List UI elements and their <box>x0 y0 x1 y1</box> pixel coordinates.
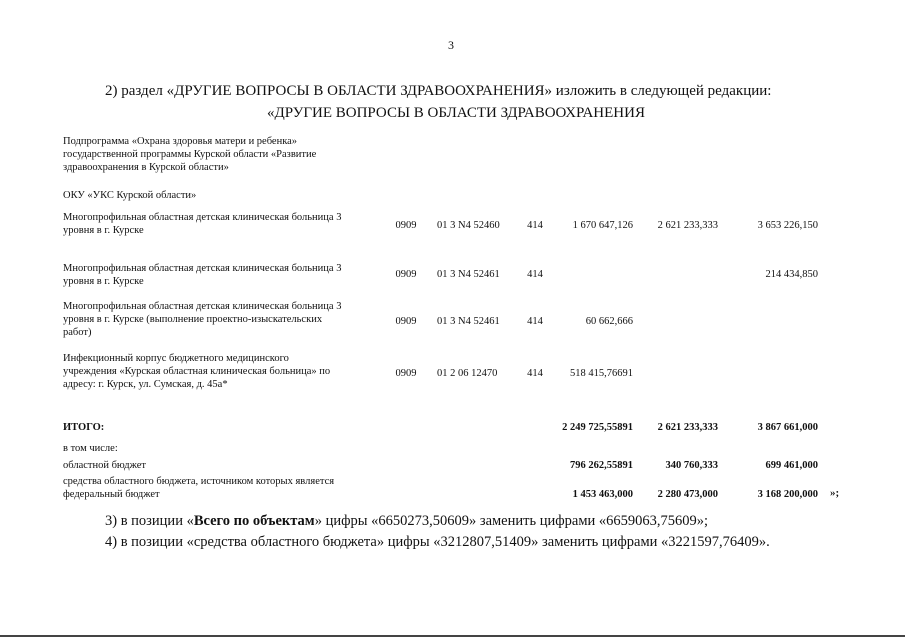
row-name-line: Инфекционный корпус бюджетного медицинского <box>63 353 289 364</box>
row-year3: 3 653 226,150 <box>757 220 818 231</box>
regional-year2: 340 760,333 <box>665 460 718 471</box>
row-vr: 414 <box>527 316 543 327</box>
row-name-line: учреждения «Курская областная клиническая больница» по <box>63 366 331 377</box>
regional-year3: 699 461,000 <box>765 460 818 471</box>
federal-year1: 1 453 463,000 <box>572 489 633 500</box>
para3-text-end: » цифры «6650273,50609» заменить цифрами «6659063,75609»; <box>314 513 709 529</box>
row-name-line: работ) <box>63 327 92 338</box>
row-csr: 01 3 N4 52461 <box>437 316 500 327</box>
row-csr: 01 2 06 12470 <box>437 368 498 379</box>
subprogram-line: государственной программы Курской области «Развитие <box>63 149 317 160</box>
row-name-line: адресу: г. Курск, ул. Сумская, д. 45а* <box>63 379 228 390</box>
total-year1: 2 249 725,55891 <box>562 422 633 433</box>
row-year2: 2 621 233,333 <box>657 220 718 231</box>
subprogram-line: Подпрограмма «Охрана здоровья матери и ребенка» <box>63 136 298 147</box>
row-vr: 414 <box>527 368 543 379</box>
row-name-line: уровня в г. Курске <box>63 225 144 236</box>
row-year1: 1 670 647,126 <box>572 220 633 231</box>
section-heading: «ДРУГИЕ ВОПРОСЫ В ОБЛАСТИ ЗДРАВООХРАНЕНИЯ <box>267 105 645 121</box>
row-vr: 414 <box>527 220 543 231</box>
regional-year1: 796 262,55891 <box>570 460 633 471</box>
organization-name: ОКУ «УКС Курской области» <box>63 190 197 201</box>
subprogram-line: здравоохранения в Курской области» <box>63 162 229 173</box>
federal-year3: 3 168 200,000 <box>757 489 818 500</box>
row-year1: 60 662,666 <box>585 316 633 327</box>
closing-quote: »; <box>830 487 840 499</box>
total-year3: 3 867 661,000 <box>757 422 818 433</box>
federal-year2: 2 280 473,000 <box>657 489 718 500</box>
federal-label-line: федеральный бюджет <box>63 489 160 500</box>
row-csr: 01 3 N4 52460 <box>437 220 500 231</box>
row-vr: 414 <box>527 269 543 280</box>
row-name-line: Многопрофильная областная детская клиническая больница 3 <box>63 263 342 274</box>
row-year1: 518 415,76691 <box>570 368 633 379</box>
row-rz: 0909 <box>395 220 417 231</box>
including-label: в том числе: <box>63 443 118 454</box>
row-name-line: Многопрофильная областная детская клиническая больница 3 <box>63 301 342 312</box>
row-name-line: уровня в г. Курске <box>63 276 144 287</box>
total-label: ИТОГО: <box>63 422 105 433</box>
row-year3: 214 434,850 <box>765 269 818 280</box>
row-rz: 0909 <box>395 368 417 379</box>
amendment-paragraph-4: 4) в позиции «средства областного бюджета» цифры «3212807,51409» заменить цифрами «3221597,76409». <box>105 534 770 550</box>
row-rz: 0909 <box>395 316 417 327</box>
row-name-line: уровня в г. Курске (выполнение проектно-изыскательских <box>63 314 323 325</box>
total-year2: 2 621 233,333 <box>657 422 718 433</box>
amendment-intro: 2) раздел «ДРУГИЕ ВОПРОСЫ В ОБЛАСТИ ЗДРАВООХРАНЕНИЯ» изложить в следующей редакции: <box>105 83 772 99</box>
row-rz: 0909 <box>395 269 417 280</box>
regional-label: областной бюджет <box>63 460 146 471</box>
amendment-paragraph-3 <box>105 513 708 530</box>
federal-label-line: средства областного бюджета, источником которых является <box>63 476 335 487</box>
para3-text-start: 3) в позиции « <box>105 513 194 529</box>
scan-edge-line <box>0 635 905 637</box>
row-name-line: Многопрофильная областная детская клиническая больница 3 <box>63 212 342 223</box>
para3-bold-term: Всего по объектам <box>193 513 315 529</box>
page-number: 3 <box>448 38 454 52</box>
row-csr: 01 3 N4 52461 <box>437 269 500 280</box>
